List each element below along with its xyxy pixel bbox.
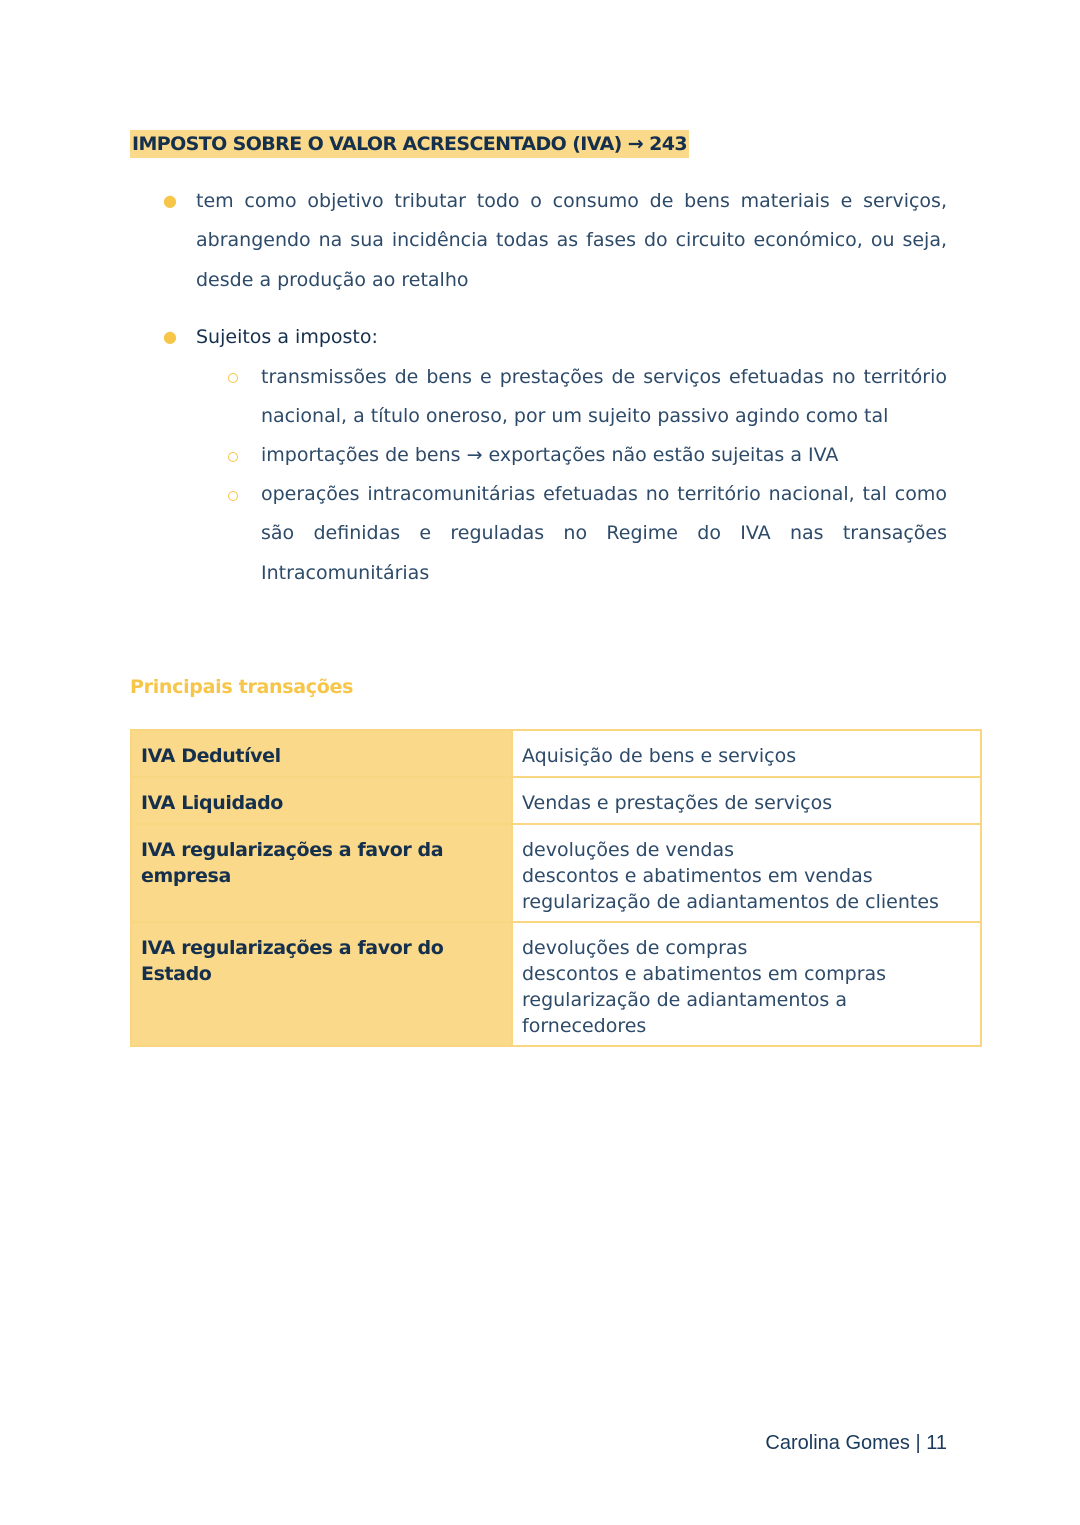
row-value-line: descontos e abatimentos em vendas	[522, 865, 873, 887]
row-key: IVA regularizações a favor do Estado	[131, 922, 512, 1046]
row-key: IVA Liquidado	[131, 777, 512, 824]
circle-bullet-icon	[228, 452, 238, 462]
sub-item: operações intracomunitárias efetuadas no território nacional, tal como são definidas e reguladas no Regime do IVA nas transações Intracomunitárias	[261, 483, 947, 584]
row-value-line: devoluções de compras	[522, 937, 748, 959]
row-key: IVA regularizações a favor da empresa	[131, 824, 512, 922]
page-footer: Carolina Gomes | 11	[765, 1432, 947, 1454]
row-value-line: Aquisição de bens e serviços	[522, 745, 797, 767]
bullet-label: Sujeitos a imposto:	[196, 326, 378, 348]
row-value-line: Vendas e prestações de serviços	[522, 792, 833, 814]
bullet-dot-icon: ●	[163, 327, 177, 346]
row-value	[512, 922, 981, 1046]
row-key: IVA Dedutível	[131, 730, 512, 777]
row-value-line: descontos e abatimentos em compras	[522, 963, 887, 985]
table-row	[131, 730, 981, 777]
row-value	[512, 824, 981, 922]
bullet-dot-icon: ●	[163, 191, 177, 210]
table-row	[131, 824, 981, 922]
row-value-line: regularização de adiantamentos a fornecedores	[522, 989, 848, 1037]
row-value-line: devoluções de vendas	[522, 839, 735, 861]
bullet-paragraph: tem como objetivo tributar todo o consumo de bens materiais e serviços, abrangendo na sua incidência todas as fases do circuito económico, ou seja, desde a produção ao retalho	[196, 190, 947, 291]
table-row	[131, 922, 981, 1046]
transactions-table	[130, 729, 982, 1047]
row-value	[512, 730, 981, 777]
row-value	[512, 777, 981, 824]
subheading: Principais transações	[130, 676, 354, 698]
row-value-line: regularização de adiantamentos de clientes	[522, 891, 939, 913]
sub-item: transmissões de bens e prestações de serviços efetuadas no território nacional, a título oneroso, por um sujeito passivo agindo como tal	[261, 366, 947, 428]
table-row	[131, 777, 981, 824]
section-heading: IMPOSTO SOBRE O VALOR ACRESCENTADO (IVA) → 243	[130, 130, 689, 158]
sub-item: importações de bens → exportações não estão sujeitas a IVA	[261, 444, 839, 466]
circle-bullet-icon	[228, 373, 238, 383]
circle-bullet-icon	[228, 491, 238, 501]
